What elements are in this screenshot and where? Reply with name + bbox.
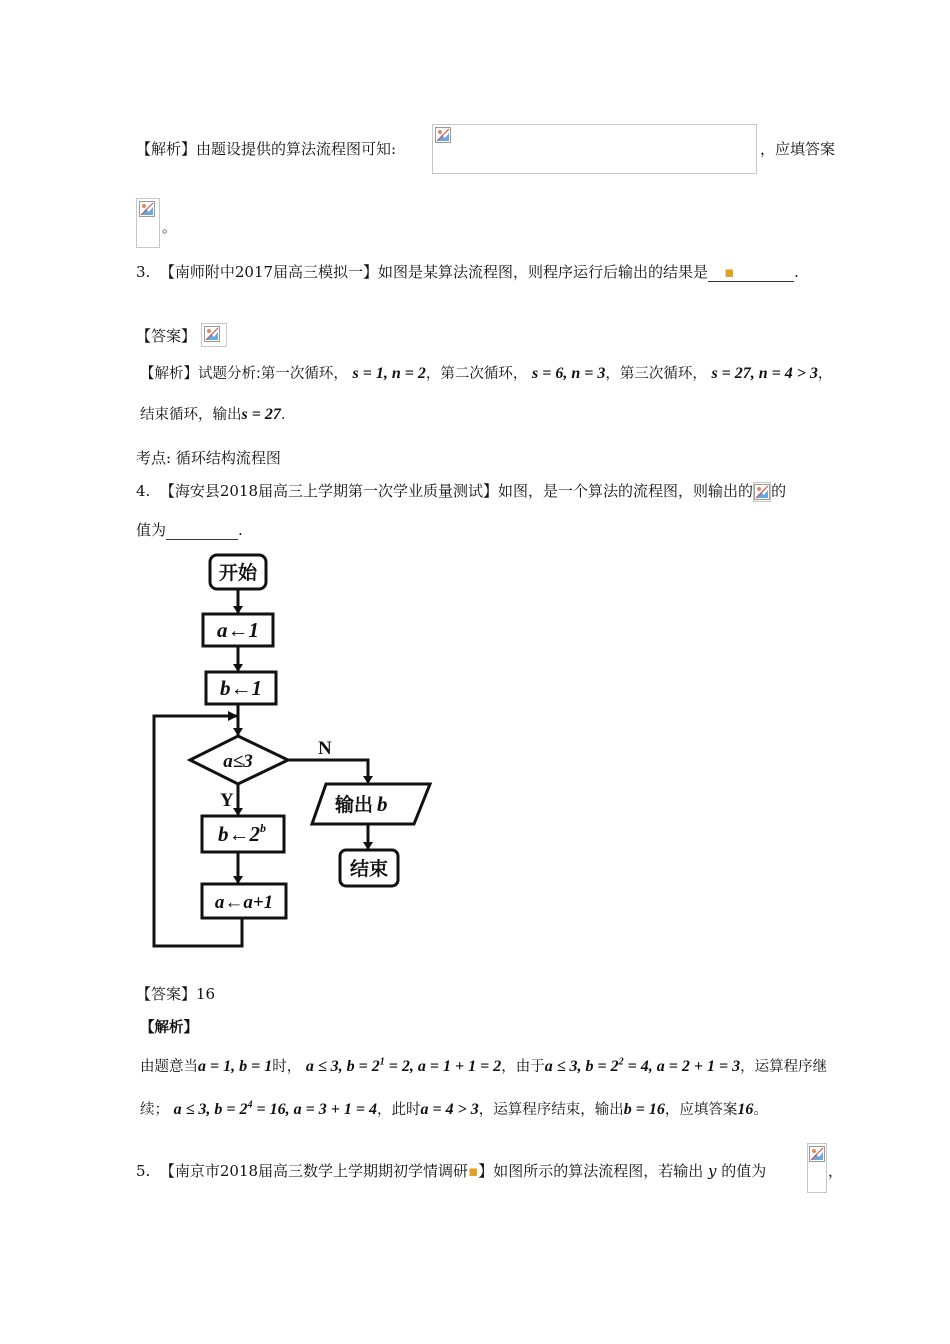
- q5-dot: ▪: [468, 1162, 479, 1180]
- fc-no-label: N: [318, 738, 332, 759]
- broken-image-placeholder: [201, 323, 227, 347]
- broken-image-placeholder: [136, 198, 160, 248]
- answer-label: 【答案】: [136, 985, 197, 1003]
- math-expr: a ≤ 3, $b = 2^2 = 4$, a = 2 + 1 = 3: [544, 1056, 741, 1075]
- fc-b-init-label: b←1: [220, 676, 262, 700]
- q4-period: .: [238, 521, 243, 539]
- q3-jiexi-line1: [140, 362, 832, 383]
- math-s-out: s = 27: [241, 406, 281, 423]
- fc-start-label: 开始: [218, 562, 258, 584]
- q5-number: 5.: [136, 1162, 151, 1180]
- jiexi-text: 由题意当: [140, 1059, 198, 1075]
- fc-b-update-label: b←2$^b$: [218, 821, 266, 846]
- q3-source: 【南师附中2017届高三模拟一】: [159, 263, 379, 281]
- q4-line2: [136, 519, 243, 540]
- jiexi-label: 【解析】: [140, 366, 198, 382]
- q4-jiexi-label: 【解析】: [140, 1020, 198, 1036]
- broken-image-icon: [204, 326, 220, 342]
- q5-source: 【南京市2018届高三数学上学期期初学情调研: [159, 1162, 469, 1180]
- math-s1: s = 1, n = 2: [352, 365, 426, 382]
- q4-number: 4.: [136, 482, 151, 500]
- broken-image-icon: [435, 127, 451, 143]
- broken-image-icon: [809, 1146, 825, 1162]
- prev-jiexi-line: [136, 138, 396, 159]
- fc-a-init-label: a←1: [217, 618, 259, 642]
- q4-text: 值为: [136, 521, 167, 539]
- jiexi-tail-text: ，应填答案: [760, 140, 836, 158]
- q4-jiexi-p1: [140, 1055, 827, 1076]
- broken-image-placeholder: [753, 482, 771, 502]
- jiexi-text: ，第三次循环，: [605, 366, 707, 382]
- math-expr: a ≤ 3, $b = 2^1 = 2$, a = 1 + 1 = 2: [305, 1056, 502, 1075]
- q3-line: [136, 261, 799, 282]
- q4-text-end: 的: [771, 482, 787, 500]
- jiexi-text: 时，: [272, 1059, 302, 1075]
- jiexi-text: 试题分析:第一次循环，: [198, 366, 348, 382]
- q4-line1: [136, 480, 786, 502]
- q3-kaodian: 考点: 循环结构流程图: [136, 449, 281, 467]
- fc-end-label: 结束: [349, 858, 389, 880]
- q5-line: [136, 1160, 766, 1181]
- q3-jiexi-line2: [140, 403, 285, 424]
- jiexi-text: ，应填答案: [664, 1102, 738, 1118]
- broken-image-icon: [139, 201, 155, 217]
- q5-end: ，: [828, 1162, 844, 1180]
- q3-period: .: [794, 263, 799, 281]
- q3-answer-line: [136, 325, 196, 346]
- math-expr: 16: [737, 1101, 754, 1118]
- prev-jiexi-end: 。: [162, 218, 178, 236]
- q5-source-end: 】: [478, 1162, 494, 1180]
- jiexi-text: ，第二次循环，: [425, 366, 528, 382]
- q3-blank: ▪: [708, 263, 794, 282]
- jiexi-text: ，: [817, 366, 833, 382]
- q5-text: 如图所示的算法流程图，若输出: [493, 1162, 704, 1180]
- flowchart: [140, 548, 440, 953]
- q4-jiexi-p2: [140, 1098, 768, 1119]
- jiexi-text: ，由于: [501, 1059, 545, 1075]
- answer-label: 【答案】: [136, 327, 197, 345]
- math-expr: a ≤ 3, $b = 2^4 = 16$, a = 3 + 1 = 4: [173, 1099, 377, 1118]
- math-expr: a = 4 > 3: [420, 1101, 479, 1118]
- q3-text: 如图是某算法流程图，则程序运行后输出的结果是: [378, 263, 709, 281]
- q4-source: 【海安县2018届高三上学期第一次学业质量测试】: [159, 482, 499, 500]
- q5-var: y: [708, 1162, 717, 1180]
- q3-number: 3.: [136, 263, 151, 281]
- q4-answer-line: [136, 983, 215, 1004]
- fc-output-label: 输出 b: [335, 792, 388, 816]
- math-expr: b = 16: [623, 1101, 665, 1118]
- prev-jiexi-tail: [760, 138, 835, 159]
- jiexi-text: 结束循环，输出: [140, 407, 242, 423]
- math-s2: s = 6, n = 3: [531, 365, 606, 382]
- jiexi-text: 由题设提供的算法流程图可知:: [196, 140, 397, 158]
- fc-condition-label: a≤3: [223, 751, 253, 772]
- jiexi-text: .: [280, 407, 286, 423]
- q4-blank: [166, 521, 238, 540]
- math-expr: a = 1, b = 1: [198, 1058, 273, 1075]
- math-s3: s = 27, n = 4 > 3: [711, 365, 818, 382]
- q4-text: 如图，是一个算法的流程图，则输出的: [498, 482, 754, 500]
- jiexi-text: ，此时: [376, 1102, 421, 1118]
- jiexi-text: ，运算程序继: [740, 1059, 828, 1075]
- jiexi-text: ，运算程序结束，输出: [478, 1102, 624, 1118]
- fc-yes-label: Y: [220, 790, 234, 811]
- broken-image-placeholder: [807, 1143, 827, 1193]
- broken-image-icon: [754, 484, 770, 500]
- jiexi-text: 续；: [140, 1102, 169, 1118]
- broken-image-placeholder: [432, 124, 757, 174]
- jiexi-text: 。: [753, 1102, 768, 1118]
- answer-value: 16: [196, 985, 216, 1003]
- jiexi-label: 【解析】: [136, 140, 197, 158]
- fc-a-update-label: a←a+1: [214, 892, 274, 913]
- q5-text2: 的值为: [721, 1162, 767, 1180]
